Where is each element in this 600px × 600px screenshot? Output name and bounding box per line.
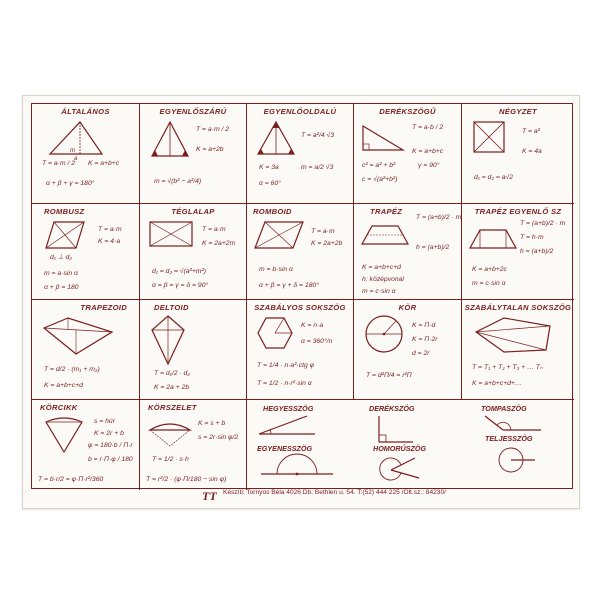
cell-title: ROMBUSZ <box>44 207 85 216</box>
formula-perimeter: K = a+b+2c <box>472 266 507 273</box>
formula-card <box>22 95 580 509</box>
formula-angles: α + β = γ + δ = 180° <box>259 282 319 289</box>
cell-title: SZABÁLYTALAN SOKSZÖG <box>464 303 572 312</box>
formula-perimeter: K = 4a <box>522 148 542 155</box>
cell-title: TÉGLALAP <box>171 207 215 216</box>
cell-title: DERÉKSZÖGŰ <box>379 107 436 116</box>
cell-trapez <box>354 204 462 300</box>
cell-romboid <box>247 204 354 300</box>
angle-label-reflex: HOMORÚSZÖG <box>373 444 427 453</box>
right-angle-figure <box>375 414 415 446</box>
formula-perimeter: K = a+b+c+d <box>362 264 401 271</box>
formula-perimeter: K = Π·d <box>412 322 436 329</box>
svg-text:m: m <box>70 148 75 154</box>
formula-area: T = a·m <box>311 228 335 235</box>
cell-title: TRAPÉZ <box>370 207 403 216</box>
triangle-figure <box>46 118 106 162</box>
formula-height: m = √(b² − a²/4) <box>154 178 202 185</box>
cell-teglalap <box>140 204 247 300</box>
trapezoid-figure <box>360 222 410 248</box>
formula-grid <box>31 103 573 489</box>
kite-figure <box>150 314 186 366</box>
cell-title: SZABÁLYOS SOKSZÖG <box>254 303 346 312</box>
formula-height: m = a·sin α <box>44 270 78 277</box>
svg-text:TT: TT <box>202 489 217 502</box>
cell-korcikk <box>32 400 140 490</box>
angle-label-right: DERÉKSZÖG <box>369 404 415 413</box>
publisher-logo <box>201 488 219 507</box>
formula-midline: h = (a+b)/2 <box>520 248 554 255</box>
isosceles-trapezoid-figure <box>468 226 518 252</box>
cell-szabalyos <box>247 300 354 400</box>
formula-arc: b = r·Π·φ / 180 <box>88 456 133 463</box>
formula-chord: s = húr <box>94 418 115 425</box>
parallelogram-figure <box>253 218 305 252</box>
formula-angles: α + β = 180 <box>44 284 79 291</box>
cell-negyzet <box>462 104 574 204</box>
formula-area: T = T₁ + T₂ + T₃ + … Tₙ <box>472 364 543 371</box>
hexagon-figure <box>257 316 293 350</box>
cell-altalanos <box>32 104 140 204</box>
formula-perimeter: K = s + b <box>198 420 226 427</box>
formula-area: T = a·m / 2 <box>42 160 76 167</box>
formula-hypotenuse: c = √(a²+b²) <box>362 176 398 183</box>
isosceles-triangle-figure <box>148 118 192 160</box>
cell-title: ÁLTALÁNOS <box>61 107 110 116</box>
formula-diameter: d = 2r <box>412 350 430 357</box>
cell-title: TRAPÉZ EGYENLŐ SZ <box>474 207 562 216</box>
cell-title: KÖRSZELET <box>148 403 197 412</box>
formula-angle: γ = 90° <box>418 162 440 169</box>
cell-egyenlooldalu <box>247 104 354 204</box>
svg-text:a: a <box>74 156 78 162</box>
formula-height: m = c·sin α <box>362 288 396 295</box>
formula-perimeter: K = 2a+2b <box>311 240 343 247</box>
circular-sector-figure <box>42 414 86 454</box>
cell-title: EGYENLŐOLDALÚ <box>263 107 337 116</box>
trapezoid-quad-figure <box>42 316 116 356</box>
rectangle-figure <box>148 220 194 248</box>
formula-area: T = a·m / 2 <box>196 126 230 133</box>
formula-area-cot: T = 1/4 · n·a²·ctg φ <box>257 362 315 369</box>
formula-perimeter: K = 2a+2m <box>202 240 236 247</box>
formula-perimeter-r: K = Π·2r <box>412 336 438 343</box>
angle-label-full: TELJESSZÖG <box>485 434 533 443</box>
cell-title: KÖR <box>398 303 417 312</box>
cell-title: ROMBOID <box>253 207 292 216</box>
reflex-angle-figure <box>377 456 421 482</box>
cell-title: TRAPEZOID <box>80 303 127 312</box>
formula-midline: h = (a+b)/2 <box>416 244 450 251</box>
formula-area: T = (a+b)/2 · m <box>520 220 566 227</box>
formula-area: T = a²/4 √3 <box>301 132 335 139</box>
formula-area: T = a² <box>522 128 540 135</box>
formula-height: m = b·sin α <box>259 266 293 273</box>
cell-korszelet <box>140 400 247 490</box>
full-angle-figure <box>497 446 537 474</box>
angle-label-obtuse: TOMPASZÖG <box>481 404 527 413</box>
straight-angle-figure <box>259 454 335 478</box>
formula-angle: α = 60° <box>259 180 281 187</box>
formula-perimeter: K = 3a <box>259 164 279 171</box>
angle-label-acute: HEGYESSZÖG <box>263 404 314 413</box>
formula-perimeter: K = a+b+c <box>412 148 444 155</box>
formula-perimeter: K = n·a <box>301 322 324 329</box>
right-triangle-figure <box>360 122 406 154</box>
cell-kor <box>354 300 462 400</box>
cell-szabalytalan <box>462 300 574 400</box>
formula-angles: α = β = γ = δ = 90° <box>152 282 209 289</box>
formula-perimeter: K = a+b+c+d+… <box>472 380 522 387</box>
angle-label-straight: EGYENESSZÖG <box>257 444 313 453</box>
formula-perimeter: K = 4·a <box>98 238 121 245</box>
cell-trapezoid <box>32 300 140 400</box>
formula-height: m = c·sin α <box>472 280 506 287</box>
formula-perimeter: K = 2r + b <box>94 430 124 437</box>
formula-angles: α + β + γ = 180° <box>46 180 95 187</box>
cell-derekszogu <box>354 104 462 204</box>
formula-area: T = a·m <box>98 226 122 233</box>
formula-perimeter: K = 2a + 2b <box>154 384 190 391</box>
formula-area: T = d²Π/4 = r²Π <box>366 372 412 379</box>
cell-deltoid <box>140 300 247 400</box>
formula-area: T = (a+b)/2 · m <box>416 214 462 221</box>
formula-central-angle: α = 360°/n <box>301 338 333 345</box>
formula-area: T = r²/2 · (φ·Π/180 − sin φ) <box>146 476 227 483</box>
cell-egyenloszaru <box>140 104 247 204</box>
circle-figure <box>364 314 404 354</box>
rhombus-figure <box>42 218 88 252</box>
square-figure <box>472 120 506 154</box>
formula-area: T = d/2 · (m₁ + m₂) <box>44 366 100 373</box>
formula-area: T = a·b / 2 <box>412 124 444 131</box>
cell-trapez-egyenlo <box>462 204 574 300</box>
formula-area: T = b·r/2 = φ·Π·r²/360 <box>38 476 104 483</box>
irregular-polygon-figure <box>474 316 554 356</box>
obtuse-angle-figure <box>483 414 543 434</box>
cell-title: DELTOID <box>154 303 189 312</box>
circular-segment-figure <box>148 416 192 448</box>
formula-pythagoras: c² = a² + b² <box>362 162 396 169</box>
formula-height: m = a/2 √3 <box>301 164 334 171</box>
formula-area-sin: T = 1/2 · n·r²·sin α <box>257 380 312 387</box>
formula-area: T = a·m <box>202 226 226 233</box>
cell-title: NÉGYZET <box>499 107 537 116</box>
formula-diagonal: d₁ = d₂ = a√2 <box>474 174 514 181</box>
equilateral-triangle-figure <box>255 118 297 158</box>
cell-rombusz <box>32 204 140 300</box>
formula-angle: φ = 180·b / Π·r <box>88 442 133 449</box>
acute-angle-figure <box>257 414 317 438</box>
formula-perimeter: K = a+2b <box>196 146 224 153</box>
formula-area-simple: T = 1/2 · s·h <box>152 456 189 463</box>
formula-area: T = d₁/2 · d₂ <box>154 370 190 377</box>
formula-diagonal: d₁ = d₂ = √(a²+m²) <box>152 268 206 275</box>
formula-midline-label: h: középvonal <box>362 276 404 283</box>
formula-perimeter: K = a+b+c+d <box>44 382 83 389</box>
formula-chord: s = 2r·sin φ/2 <box>198 434 239 441</box>
formula-area-alt: T = h·m <box>520 234 544 241</box>
formula-diagonals: d₁ ⊥ d₂ <box>50 254 72 261</box>
formula-perimeter: K = a+b+c <box>88 160 120 167</box>
cell-title: EGYENLŐSZÁRÚ <box>159 107 227 116</box>
cell-angles <box>247 400 574 490</box>
cell-title: KÖRCIKK <box>40 403 78 412</box>
publisher-footer: Készíti: Tornyos Béla 4026 Db. Bethlen u. 54. T:(52) 444 225 /Olt.sz.: 84230/ <box>223 489 446 496</box>
